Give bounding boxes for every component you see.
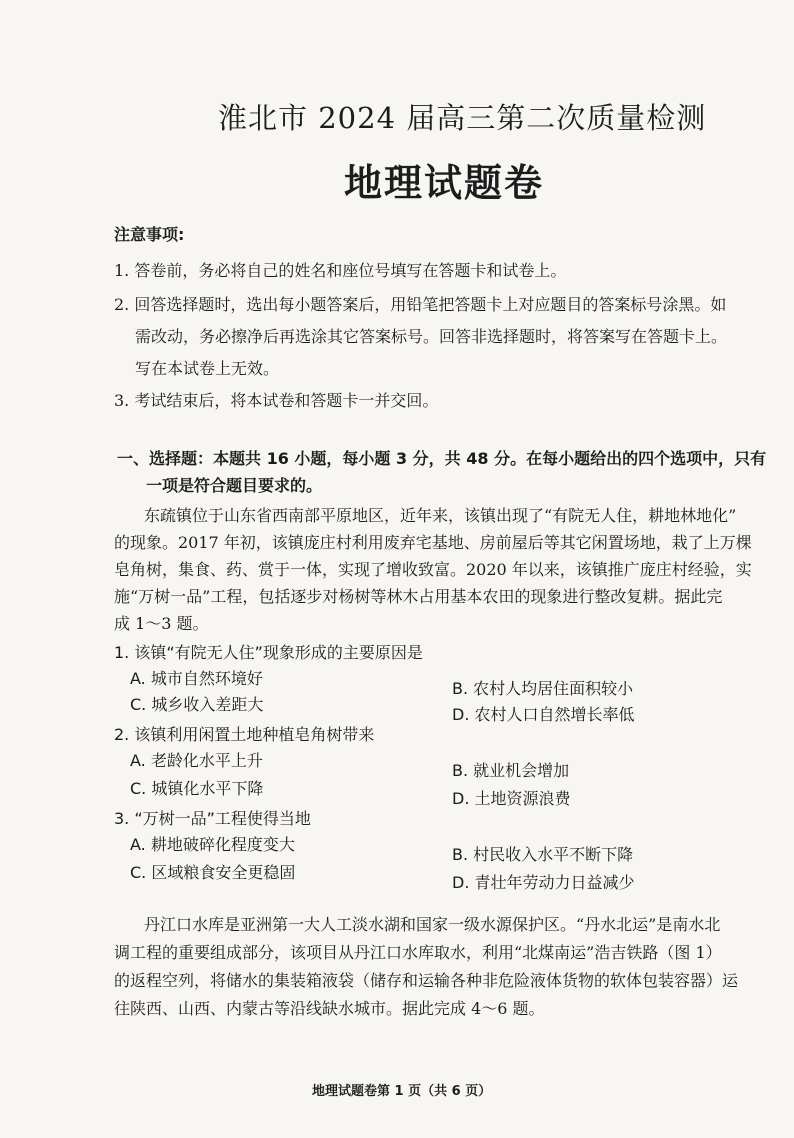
exam-title: 淮北市 2024 届高三第二次质量检测	[218, 101, 707, 135]
question-stem: 3. “万树一品”工程使得当地	[114, 809, 311, 828]
passage-line: 的返程空列，将储水的集装箱液袋（储存和运输各种非危险液体货物的软体包装容器）运	[114, 971, 739, 990]
option-d: D. 土地资源浪费	[452, 789, 571, 808]
passage-line: 调工程的重要组成部分，该项目从丹江口水库取水，利用“北煤南运”浩吉铁路（图 1）	[114, 943, 722, 962]
option-a: A. 老龄化水平上升	[130, 751, 263, 770]
option-a: A. 耕地破碎化程度变大	[130, 835, 295, 854]
notice-line: 3. 考试结束后，将本试卷和答题卡一并交回。	[114, 391, 439, 410]
passage-line: 丹江口水库是亚洲第一大人工淡水湖和国家一级水源保护区。“丹水北运”是南水北	[144, 915, 721, 934]
notice-line: 1. 答卷前，务必将自己的姓名和座位号填写在答题卡和试卷上。	[114, 261, 567, 280]
option-d: D. 农村人口自然增长率低	[452, 705, 635, 724]
notice-line: 需改动，务必擦净后再选涂其它答案标号。回答非选择题时，将答案写在答题卡上。	[135, 327, 728, 346]
notice-line: 写在本试卷上无效。	[135, 359, 280, 378]
option-d: D. 青壮年劳动力日益减少	[452, 873, 635, 892]
page-footer: 地理试题卷第 1 页（共 6 页）	[312, 1084, 492, 1099]
question-stem: 1. 该镇“有院无人住”现象形成的主要原因是	[114, 643, 423, 662]
notice-line: 2. 回答选择题时，选出每小题答案后，用铅笔把答题卡上对应题目的答案标号涂黑。如	[114, 295, 727, 314]
option-c: C. 区域粮食安全更稳固	[130, 863, 296, 882]
subject-title: 地理试题卷	[344, 161, 545, 205]
option-b: B. 农村人均居住面积较小	[452, 679, 634, 698]
passage-line: 皂角树，集食、药、赏于一体，实现了增收致富。2020 年以来，该镇推广庞庄村经验，实	[114, 560, 752, 579]
passage-line: 施“万树一品”工程，包括逐步对杨树等林木占用基本农田的现象进行整改复耕。据此完	[114, 587, 723, 606]
option-c: C. 城乡收入差距大	[130, 695, 264, 714]
question-stem: 2. 该镇利用闲置土地种植皂角树带来	[114, 725, 375, 744]
option-b: B. 就业机会增加	[452, 761, 570, 780]
option-c: C. 城镇化水平下降	[130, 779, 264, 798]
option-a: A. 城市自然环境好	[130, 669, 263, 688]
section-heading: 一、选择题：本题共 16 小题，每小题 3 分，共 48 分。在每小题给出的四个选项中，只有	[117, 449, 767, 468]
passage-line: 成 1～3 题。	[114, 614, 209, 633]
passage-line: 往陕西、山西、内蒙古等沿线缺水城市。据此完成 4～6 题。	[114, 999, 545, 1018]
passage-line: 东疏镇位于山东省西南部平原地区，近年来，该镇出现了“有院无人住，耕地林地化”	[144, 506, 737, 525]
notice-heading: 注意事项:	[114, 225, 185, 244]
section-heading-cont: 一项是符合题目要求的。	[146, 476, 323, 495]
option-b: B. 村民收入水平不断下降	[452, 845, 634, 864]
passage-line: 的现象。2017 年初，该镇庞庄村利用废弃宅基地、房前屋后等其它闲置场地，栽了上万棵	[114, 533, 752, 552]
